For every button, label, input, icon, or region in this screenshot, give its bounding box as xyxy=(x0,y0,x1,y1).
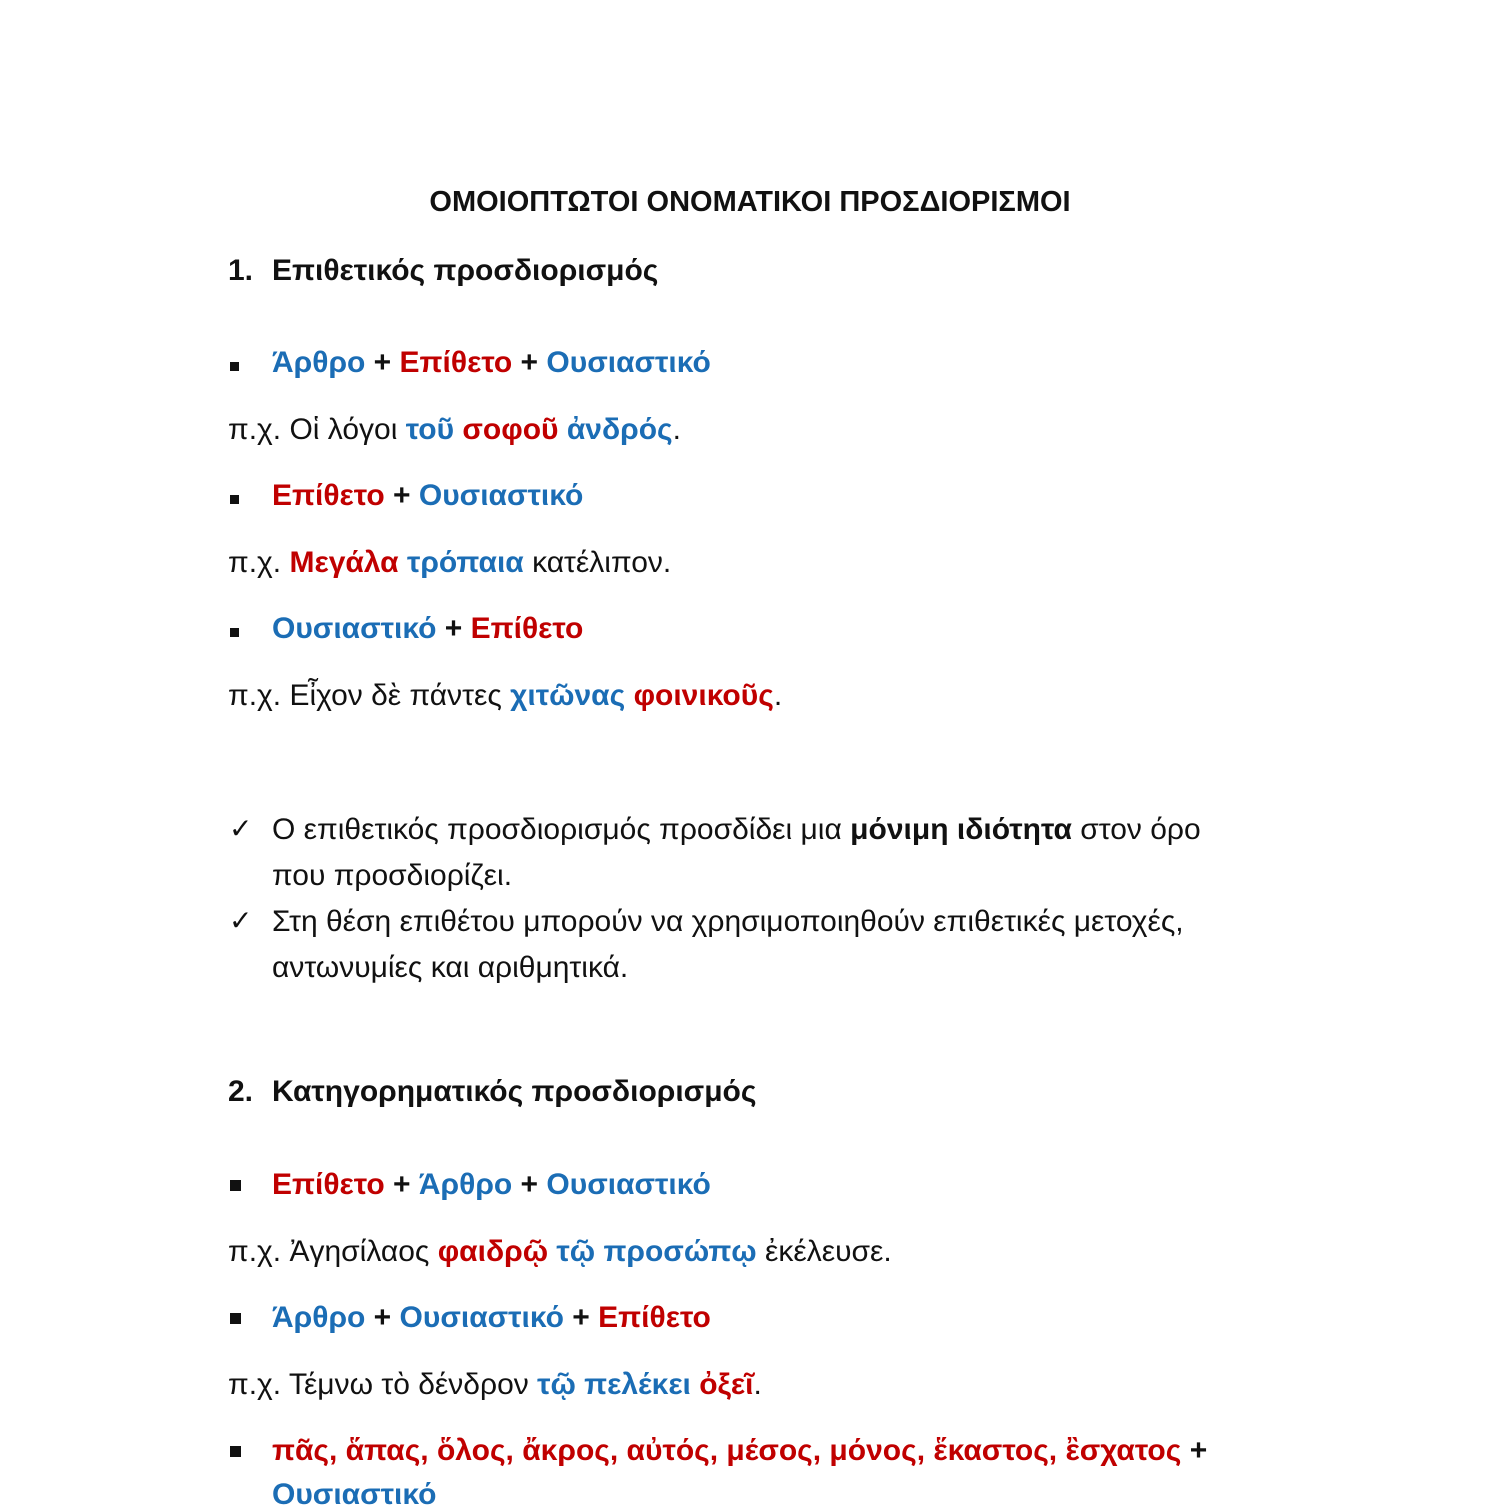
example-suffix: . xyxy=(753,1368,762,1401)
example-prefix: π.χ. Τέμνω τὸ δένδρον xyxy=(228,1368,529,1401)
rule-1-1 xyxy=(272,346,711,380)
section-2-heading xyxy=(228,1075,757,1109)
rule-part: Ουσιαστικό xyxy=(399,1301,564,1334)
example-prefix: π.χ. xyxy=(228,546,282,579)
checkmark-icon: ✓ xyxy=(229,904,253,937)
rule-plus: + xyxy=(520,1168,539,1201)
section-1-title: Επιθετικός προσδιορισμός xyxy=(272,254,659,287)
rule-plus: + xyxy=(373,1301,392,1334)
rule-part: Ουσιαστικό xyxy=(546,346,711,379)
rule-plus: + xyxy=(520,346,539,379)
square-bullet-icon xyxy=(230,362,239,371)
example-word: φαιδρῷ xyxy=(437,1235,549,1268)
example-prefix: π.χ. Οἱ λόγοι xyxy=(228,413,398,446)
example-suffix: . xyxy=(672,413,681,446)
rule-1-2 xyxy=(272,479,583,513)
example-1-1 xyxy=(228,413,681,447)
rule-plus: + xyxy=(572,1301,590,1334)
checkmark-icon: ✓ xyxy=(229,812,253,845)
rule-2-3 xyxy=(272,1434,1207,1468)
rule-part: Άρθρο xyxy=(272,346,366,379)
rule-part: Ουσιαστικό xyxy=(272,1478,437,1511)
note-2-line-2: αντωνυμίες και αριθμητικά. xyxy=(272,951,629,984)
example-prefix: π.χ. Ἀγησίλαος xyxy=(228,1235,430,1268)
example-suffix: . xyxy=(773,679,783,712)
example-suffix: ἐκέλευσε. xyxy=(765,1235,892,1268)
rule-part: Επίθετο xyxy=(470,612,584,645)
example-2-1 xyxy=(228,1235,892,1269)
example-word: τῷ πελέκει xyxy=(537,1368,691,1401)
note-emphasis: μόνιμη ιδιότητα xyxy=(850,813,1072,846)
section-2-title: Κατηγορηματικός προσδιορισμός xyxy=(272,1075,757,1108)
rule-part: Ουσιαστικό xyxy=(272,612,437,645)
example-word: τρόπαια xyxy=(406,546,524,579)
rule-part: Επίθετο xyxy=(399,346,513,379)
note-text: στον όρο xyxy=(1080,813,1201,846)
rule-part: Ουσιαστικό xyxy=(546,1168,711,1201)
rule-plus: + xyxy=(1189,1434,1208,1467)
rule-2-2 xyxy=(272,1301,711,1335)
rule-part: Επίθετο xyxy=(272,1168,385,1201)
rule-plus: + xyxy=(393,1168,411,1201)
example-word: τῷ προσώπῳ xyxy=(556,1235,757,1268)
example-word: σοφοῦ xyxy=(462,413,559,446)
example-word: ἀνδρός xyxy=(566,413,673,446)
example-word: χιτῶνας xyxy=(510,679,626,712)
example-word: Μεγάλα xyxy=(289,546,399,579)
section-2-number: 2. xyxy=(228,1075,254,1108)
example-suffix: κατέλιπον. xyxy=(532,546,672,579)
section-1-heading xyxy=(228,254,659,288)
square-bullet-icon xyxy=(230,1446,241,1457)
note-text: Ο επιθετικός προσδιορισμός προσδίδει μια xyxy=(272,813,842,846)
rule-plus: + xyxy=(373,346,392,379)
square-bullet-icon xyxy=(230,1180,241,1191)
example-1-3 xyxy=(228,679,782,713)
example-word: τοῦ xyxy=(405,413,455,446)
note-2-line-1: Στη θέση επιθέτου μπορούν να χρησιμοποιηθούν επιθετικές μετοχές, xyxy=(272,905,1184,938)
note-1-line-2: που προσδιορίζει. xyxy=(272,859,513,892)
example-2-2 xyxy=(228,1368,762,1402)
square-bullet-icon xyxy=(230,1313,241,1324)
rule-part: Άρθρο xyxy=(272,1301,366,1334)
rule-plus: + xyxy=(393,479,411,512)
square-bullet-icon xyxy=(230,495,239,504)
note-1-line-1 xyxy=(272,813,1201,847)
page-title: ΟΜΟΙΟΠΤΩΤΟΙ ΟΝΟΜΑΤΙΚΟΙ ΠΡΟΣΔΙΟΡΙΣΜΟΙ xyxy=(429,186,1071,218)
rule-part: πᾶς, ἅπας, ὅλος, ἄκρος, αὐτός, μέσος, μόνος, ἕκαστος, ἒσχατος xyxy=(272,1434,1182,1467)
rule-part: Επίθετο xyxy=(272,479,385,512)
square-bullet-icon xyxy=(230,628,239,637)
rule-part: Επίθετο xyxy=(598,1301,711,1334)
example-word: ὀξεῖ xyxy=(699,1368,754,1401)
rule-1-3 xyxy=(272,612,583,646)
example-1-2 xyxy=(228,546,671,580)
rule-plus: + xyxy=(444,612,463,645)
rule-part: Άρθρο xyxy=(418,1168,513,1201)
rule-2-1 xyxy=(272,1168,711,1202)
example-word: φοινικοῦς xyxy=(633,679,774,712)
section-1-number: 1. xyxy=(228,254,254,287)
rule-2-3-continuation xyxy=(272,1478,436,1512)
rule-part: Ουσιαστικό xyxy=(418,479,584,512)
example-prefix: π.χ. Εἶχον δὲ πάντες xyxy=(228,679,502,712)
